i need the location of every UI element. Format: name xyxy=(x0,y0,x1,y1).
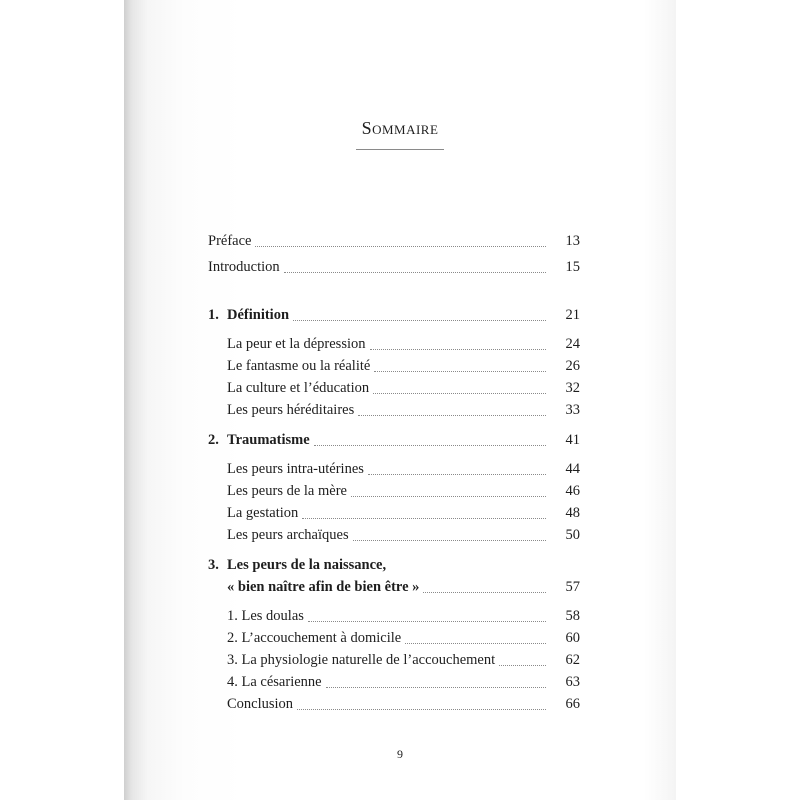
toc-section-label: Les peurs de la mère xyxy=(227,483,347,499)
toc-section-page: 66 xyxy=(565,696,580,712)
toc-section xyxy=(227,628,580,648)
toc-entry-preface xyxy=(208,231,580,251)
toc-chapter-3 xyxy=(208,555,580,575)
toc-section-label: 2. L’accouchement à domicile xyxy=(227,630,402,646)
toc-section-label: Le fantasme ou la réalité xyxy=(227,358,371,374)
toc-chapter-3-subtitle xyxy=(227,577,580,597)
toc-section-page: 50 xyxy=(565,527,580,543)
toc-entry-label: Préface xyxy=(208,233,252,249)
toc-section-page: 32 xyxy=(565,380,580,396)
chapter-subtitle: « bien naître afin de bien être » xyxy=(227,579,420,595)
toc-entry-page: 15 xyxy=(565,259,580,275)
chapter-title: Définition xyxy=(227,307,290,323)
toc-section-label: Les peurs intra-utérines xyxy=(227,461,364,477)
leader-dots xyxy=(326,682,546,688)
toc-section xyxy=(227,694,580,714)
toc-section-label: Les peurs héréditaires xyxy=(227,402,355,418)
chapter-title: Les peurs de la naissance, xyxy=(227,557,387,573)
toc-section-page: 63 xyxy=(565,674,580,690)
toc-section-label: La peur et la dépression xyxy=(227,336,366,352)
leader-dots xyxy=(297,704,546,710)
toc-chapter-label xyxy=(208,305,289,325)
toc-section-label: La gestation xyxy=(227,505,299,521)
toc-section-label: Conclusion xyxy=(227,696,294,712)
chapter-number: 1. xyxy=(208,307,219,323)
toc-entry-page: 21 xyxy=(565,307,580,323)
leader-dots xyxy=(353,535,546,541)
toc-entry-page: 57 xyxy=(565,579,580,595)
book-page xyxy=(124,0,676,800)
toc-entry-page: 41 xyxy=(565,432,580,448)
toc-section xyxy=(227,503,580,523)
toc-entry-page: 13 xyxy=(565,233,580,249)
leader-dots xyxy=(255,241,546,247)
toc-section xyxy=(227,400,580,420)
toc-section xyxy=(227,672,580,692)
toc-entry-introduction xyxy=(208,257,580,277)
leader-dots xyxy=(370,344,546,350)
toc-section-page: 26 xyxy=(565,358,580,374)
toc-section xyxy=(227,334,580,354)
page-title-text: Sommaire xyxy=(356,118,445,150)
toc-section-label: 1. Les doulas xyxy=(227,608,304,624)
leader-dots xyxy=(358,410,546,416)
leader-dots xyxy=(308,616,546,622)
chapter-number: 2. xyxy=(208,432,219,448)
leader-dots xyxy=(351,491,546,497)
page-title xyxy=(124,118,676,150)
leader-dots xyxy=(374,366,546,372)
toc-section-page: 62 xyxy=(565,652,580,668)
toc-chapter-1 xyxy=(208,305,580,325)
toc-section xyxy=(227,378,580,398)
toc-section-page: 60 xyxy=(565,630,580,646)
toc-section-label: 4. La césarienne xyxy=(227,674,322,690)
toc-section xyxy=(227,356,580,376)
leader-dots xyxy=(423,587,546,593)
toc-chapter-2 xyxy=(208,430,580,450)
chapter-number: 3. xyxy=(208,557,219,573)
toc-section-page: 44 xyxy=(565,461,580,477)
chapter-title: Traumatisme xyxy=(227,432,310,448)
toc-section xyxy=(227,459,580,479)
toc-section xyxy=(227,481,580,501)
toc-section-label: 3. La physiologie naturelle de l’accouchement xyxy=(227,652,496,668)
leader-dots xyxy=(405,638,546,644)
toc-section-label: Les peurs archaïques xyxy=(227,527,349,543)
toc-section-page: 58 xyxy=(565,608,580,624)
toc-section-page: 33 xyxy=(565,402,580,418)
leader-dots xyxy=(302,513,546,519)
leader-dots xyxy=(368,469,546,475)
toc-entry-label: Introduction xyxy=(208,259,280,275)
leader-dots xyxy=(293,315,546,321)
leader-dots xyxy=(314,440,546,446)
toc-section-page: 24 xyxy=(565,336,580,352)
toc-chapter-label xyxy=(208,555,386,575)
toc-chapter-label xyxy=(208,430,310,450)
leader-dots xyxy=(499,660,546,666)
toc-section-label: La culture et l’éducation xyxy=(227,380,370,396)
toc-section xyxy=(227,525,580,545)
toc-section-page: 48 xyxy=(565,505,580,521)
page-number: 9 xyxy=(397,747,403,761)
toc-section xyxy=(227,650,580,670)
leader-dots xyxy=(373,388,546,394)
toc-section xyxy=(227,606,580,626)
toc-section-page: 46 xyxy=(565,483,580,499)
leader-dots xyxy=(284,267,546,273)
